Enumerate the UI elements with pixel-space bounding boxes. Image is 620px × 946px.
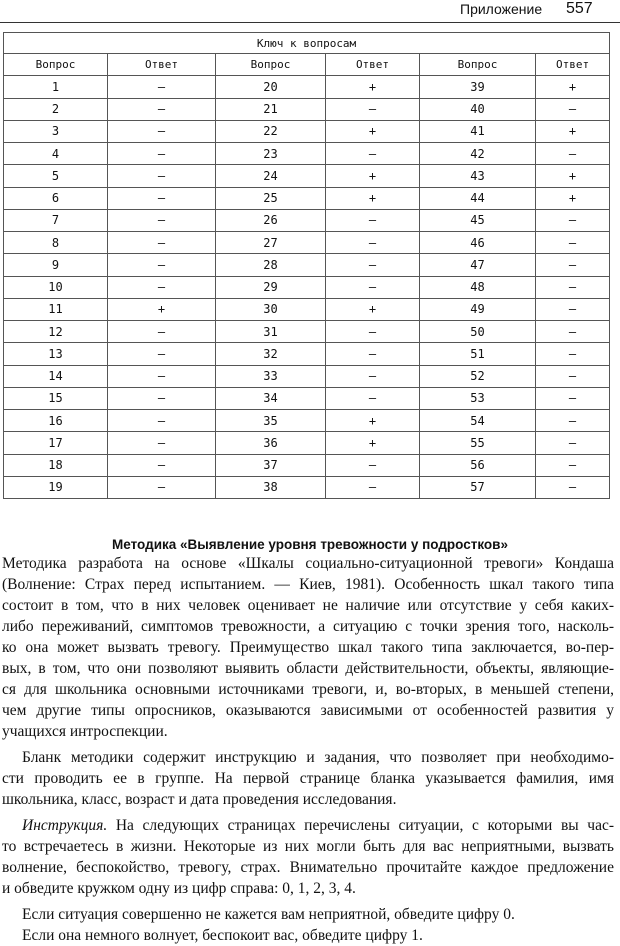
answer-cell: – (326, 276, 420, 298)
question-number-cell: 35 (216, 410, 326, 432)
answer-cell: – (326, 321, 420, 343)
question-number-cell: 37 (216, 454, 326, 476)
question-number-cell: 5 (4, 165, 108, 187)
question-number-cell: 24 (216, 165, 326, 187)
answer-cell: – (326, 387, 420, 409)
answer-cell: – (326, 476, 420, 498)
text-line: Методика разработа на основе «Шкалы социально-ситуационной тревоги» Кондаша (2, 555, 614, 572)
text-line: ся для школьника основными источниками тревоги, и, во-вторых, в меньшей степени, (2, 681, 614, 698)
question-number-cell: 32 (216, 343, 326, 365)
answer-cell: – (536, 454, 610, 476)
column-header: Ответ (108, 54, 216, 76)
question-number-cell: 9 (4, 254, 108, 276)
text-line: учащихся интроспекции. (2, 723, 168, 740)
answer-cell: – (326, 454, 420, 476)
question-number-cell: 17 (4, 432, 108, 454)
answer-cell: – (536, 432, 610, 454)
text-line: и обведите кружком одну из цифр справа: 0, 1, 2, 3, 4. (2, 880, 356, 897)
question-number-cell: 4 (4, 143, 108, 165)
answer-cell: – (108, 454, 216, 476)
question-number-cell: 33 (216, 365, 326, 387)
question-number-cell: 40 (420, 98, 536, 120)
answer-cell: – (108, 365, 216, 387)
question-number-cell: 56 (420, 454, 536, 476)
text-line: состоит в том, что в них человек оценивает не наличие или отсутствие у себя каких- (2, 597, 614, 614)
question-number-cell: 1 (4, 76, 108, 98)
question-number-cell: 36 (216, 432, 326, 454)
table-row (4, 410, 610, 432)
answer-cell: + (326, 410, 420, 432)
answer-cell: – (536, 343, 610, 365)
answer-cell: – (108, 209, 216, 231)
answer-cell: – (108, 187, 216, 209)
answer-cell: + (536, 76, 610, 98)
answer-cell: – (326, 209, 420, 231)
question-number-cell: 20 (216, 76, 326, 98)
answer-cell: + (326, 165, 420, 187)
question-number-cell: 13 (4, 343, 108, 365)
answer-cell: + (326, 432, 420, 454)
answer-cell: – (326, 143, 420, 165)
column-header: Вопрос (4, 54, 108, 76)
question-number-cell: 22 (216, 120, 326, 142)
question-number-cell: 7 (4, 209, 108, 231)
question-number-cell: 52 (420, 365, 536, 387)
text-line: ко она может вызвать тревогу. Преимущество шкал такого типа заключается, во-пер- (2, 639, 614, 656)
question-number-cell: 48 (420, 276, 536, 298)
question-number-cell: 39 (420, 76, 536, 98)
question-number-cell: 23 (216, 143, 326, 165)
table-row (4, 187, 610, 209)
question-number-cell: 51 (420, 343, 536, 365)
answer-cell: – (108, 343, 216, 365)
table-row (4, 76, 610, 98)
text-line (2, 815, 614, 836)
question-number-cell: 41 (420, 120, 536, 142)
text-line: Бланк методики содержит инструкцию и задания, что позволяет при необходимо- (22, 749, 614, 766)
answer-cell: – (108, 120, 216, 142)
answer-cell: – (536, 410, 610, 432)
table-row (4, 276, 610, 298)
answer-cell: – (108, 387, 216, 409)
question-number-cell: 47 (420, 254, 536, 276)
instruction-label: Инструкция. (22, 817, 108, 834)
answer-cell: – (108, 476, 216, 498)
answer-cell: – (108, 254, 216, 276)
header-rule (0, 22, 620, 23)
question-number-cell: 16 (4, 410, 108, 432)
question-number-cell: 8 (4, 232, 108, 254)
answer-cell: – (326, 365, 420, 387)
table-row (4, 321, 610, 343)
answer-cell: – (536, 98, 610, 120)
text-span: На следующих страницах перечислены ситуации, с которыми вы час- (115, 817, 614, 834)
paragraph-intro (2, 553, 614, 742)
running-header-section: Приложение (460, 1, 543, 17)
answer-cell: – (536, 476, 610, 498)
table-row (4, 387, 610, 409)
column-header: Вопрос (216, 54, 326, 76)
paragraph-digit-1: Если она немного волнует, беспокоит вас, обведите цифру 1. (22, 927, 423, 944)
question-number-cell: 10 (4, 276, 108, 298)
question-number-cell: 34 (216, 387, 326, 409)
question-number-cell: 15 (4, 387, 108, 409)
text-line: вых, в том, что они позволяют выявить области действительности, объекты, являющие- (2, 660, 614, 677)
table-header-row (4, 54, 610, 76)
table-row (4, 165, 610, 187)
text-line: сти проводить ее в группе. На первой странице бланка указывается фамилия, имя (2, 770, 614, 787)
text-line: чем другие типы опросников, оказываются зависимыми от особенностей развития у (2, 702, 614, 719)
question-number-cell: 46 (420, 232, 536, 254)
question-number-cell: 31 (216, 321, 326, 343)
answer-cell: – (536, 232, 610, 254)
answer-cell: – (326, 254, 420, 276)
question-number-cell: 25 (216, 187, 326, 209)
text-line: либо переживаний, симптомов тревожности, а ситуацию с точки зрения того, насколь- (2, 618, 614, 635)
page-number: 557 (566, 0, 593, 17)
answer-cell: – (108, 143, 216, 165)
text-line: то встречаетесь в жизни. Некоторые из них могли быть для вас неприятными, вызвать (2, 838, 614, 855)
table-row (4, 476, 610, 498)
question-number-cell: 49 (420, 298, 536, 320)
answer-cell: + (326, 298, 420, 320)
table-row (4, 98, 610, 120)
section-title: Методика «Выявление уровня тревожности у подростков» (112, 537, 508, 552)
question-number-cell: 44 (420, 187, 536, 209)
answer-cell: – (108, 410, 216, 432)
answer-cell: + (326, 187, 420, 209)
question-number-cell: 50 (420, 321, 536, 343)
answer-cell: – (536, 209, 610, 231)
answer-cell: – (108, 276, 216, 298)
question-number-cell: 42 (420, 143, 536, 165)
question-number-cell: 27 (216, 232, 326, 254)
answer-cell: – (326, 232, 420, 254)
question-number-cell: 53 (420, 387, 536, 409)
table-row (4, 143, 610, 165)
answer-cell: – (326, 343, 420, 365)
paragraph-digit-0: Если ситуация совершенно не кажется вам неприятной, обведите цифру 0. (22, 906, 515, 923)
table-row (4, 298, 610, 320)
question-number-cell: 26 (216, 209, 326, 231)
table-row (4, 254, 610, 276)
question-number-cell: 18 (4, 454, 108, 476)
question-number-cell: 43 (420, 165, 536, 187)
answer-cell: – (108, 432, 216, 454)
answer-cell: – (108, 321, 216, 343)
paragraph-form (2, 747, 614, 810)
answer-key-table (3, 32, 610, 499)
table-row (4, 343, 610, 365)
table-caption: Ключ к вопросам (4, 33, 610, 54)
question-number-cell: 14 (4, 365, 108, 387)
text-line: волнение, беспокойство, тревогу, страх. Внимательно прочитайте каждое предложение (2, 859, 614, 876)
answer-cell: – (326, 98, 420, 120)
column-header: Вопрос (420, 54, 536, 76)
answer-cell: – (108, 165, 216, 187)
answer-cell: – (536, 387, 610, 409)
answer-cell: – (536, 365, 610, 387)
answer-cell: + (536, 165, 610, 187)
answer-cell: + (536, 187, 610, 209)
column-header: Ответ (536, 54, 610, 76)
text-line: школьника, класс, возраст и дата проведения исследования. (2, 791, 397, 808)
text-line: (Волнение: Страх перед испытанием. — Киев, 1981). Особенность шкал такого типа (2, 576, 614, 593)
question-number-cell: 30 (216, 298, 326, 320)
question-number-cell: 54 (420, 410, 536, 432)
table-row (4, 432, 610, 454)
answer-cell: – (108, 232, 216, 254)
answer-cell: – (108, 98, 216, 120)
page-header (0, 0, 620, 24)
question-number-cell: 57 (420, 476, 536, 498)
paragraph-instruction (2, 815, 614, 899)
answer-cell: + (326, 120, 420, 142)
question-number-cell: 55 (420, 432, 536, 454)
table-row (4, 120, 610, 142)
question-number-cell: 11 (4, 298, 108, 320)
question-number-cell: 6 (4, 187, 108, 209)
question-number-cell: 38 (216, 476, 326, 498)
answer-cell: – (108, 76, 216, 98)
answer-cell: – (536, 321, 610, 343)
question-number-cell: 45 (420, 209, 536, 231)
question-number-cell: 12 (4, 321, 108, 343)
question-number-cell: 19 (4, 476, 108, 498)
answer-cell: – (536, 254, 610, 276)
question-number-cell: 21 (216, 98, 326, 120)
table-row (4, 454, 610, 476)
answer-cell: – (536, 276, 610, 298)
question-number-cell: 29 (216, 276, 326, 298)
answer-cell: + (536, 120, 610, 142)
table-row (4, 209, 610, 231)
table-row (4, 232, 610, 254)
answer-cell: + (108, 298, 216, 320)
answer-cell: – (536, 143, 610, 165)
answer-cell: + (326, 76, 420, 98)
question-number-cell: 2 (4, 98, 108, 120)
answer-cell: – (536, 298, 610, 320)
question-number-cell: 3 (4, 120, 108, 142)
table-row (4, 365, 610, 387)
column-header: Ответ (326, 54, 420, 76)
article-body (2, 553, 614, 946)
question-number-cell: 28 (216, 254, 326, 276)
